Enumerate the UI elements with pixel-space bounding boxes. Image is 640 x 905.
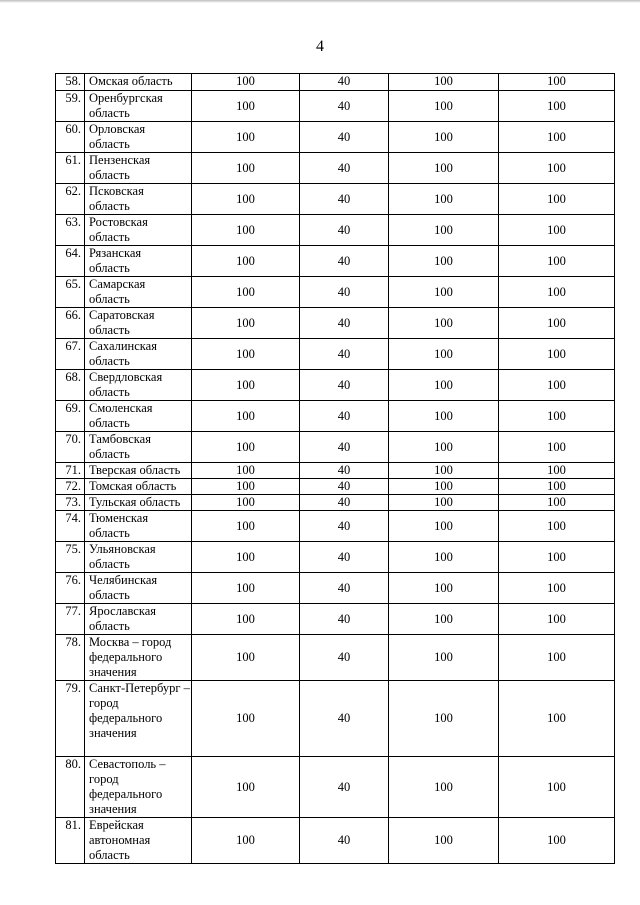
row-number: 70. xyxy=(56,432,85,463)
value-cell-3: 100 xyxy=(389,573,499,604)
region-name-text: Смоленская область xyxy=(89,401,153,430)
row-number: 73. xyxy=(56,495,85,511)
value-cell-2: 40 xyxy=(300,401,389,432)
region-name-text: Псковская область xyxy=(89,184,144,213)
region-name xyxy=(85,818,192,864)
region-name xyxy=(85,91,192,122)
value-cell-1: 100 xyxy=(192,74,300,91)
region-name-text: Ульяновская область xyxy=(89,542,156,571)
value-cell-3: 100 xyxy=(389,401,499,432)
value-cell-2: 40 xyxy=(300,215,389,246)
region-name xyxy=(85,339,192,370)
region-name xyxy=(85,573,192,604)
table-row xyxy=(56,495,615,511)
region-name xyxy=(85,542,192,573)
value-cell-2: 40 xyxy=(300,573,389,604)
value-cell-1: 100 xyxy=(192,635,300,681)
value-cell-3: 100 xyxy=(389,479,499,495)
value-cell-1: 100 xyxy=(192,91,300,122)
value-cell-4: 100 xyxy=(499,573,615,604)
value-cell-4: 100 xyxy=(499,542,615,573)
region-name-text: Свердловская область xyxy=(89,370,163,399)
region-name xyxy=(85,74,192,91)
value-cell-1: 100 xyxy=(192,573,300,604)
value-cell-1: 100 xyxy=(192,757,300,818)
value-cell-3: 100 xyxy=(389,757,499,818)
value-cell-2: 40 xyxy=(300,91,389,122)
region-table-body xyxy=(56,74,615,864)
value-cell-4: 100 xyxy=(499,495,615,511)
row-number: 67. xyxy=(56,339,85,370)
value-cell-1: 100 xyxy=(192,681,300,757)
value-cell-4: 100 xyxy=(499,215,615,246)
value-cell-2: 40 xyxy=(300,246,389,277)
value-cell-1: 100 xyxy=(192,511,300,542)
value-cell-3: 100 xyxy=(389,635,499,681)
value-cell-2: 40 xyxy=(300,463,389,479)
row-number: 81. xyxy=(56,818,85,864)
value-cell-4: 100 xyxy=(499,370,615,401)
region-name-text: Санкт-Петербург – город федерального значения xyxy=(89,681,190,740)
region-name xyxy=(85,511,192,542)
table-row xyxy=(56,122,615,153)
region-name-text: Саратовская область xyxy=(89,308,155,337)
row-number: 65. xyxy=(56,277,85,308)
region-name xyxy=(85,153,192,184)
row-number: 76. xyxy=(56,573,85,604)
table-row xyxy=(56,818,615,864)
row-number: 66. xyxy=(56,308,85,339)
value-cell-3: 100 xyxy=(389,153,499,184)
table-row xyxy=(56,604,615,635)
value-cell-4: 100 xyxy=(499,479,615,495)
region-name-text: Самарская область xyxy=(89,277,146,306)
row-number: 77. xyxy=(56,604,85,635)
region-name-text: Тульская область xyxy=(89,495,181,509)
row-number: 68. xyxy=(56,370,85,401)
value-cell-2: 40 xyxy=(300,308,389,339)
value-cell-3: 100 xyxy=(389,463,499,479)
table-row xyxy=(56,246,615,277)
row-number: 80. xyxy=(56,757,85,818)
value-cell-3: 100 xyxy=(389,308,499,339)
region-name-text: Москва – город федерального значения xyxy=(89,635,172,679)
value-cell-2: 40 xyxy=(300,432,389,463)
region-table xyxy=(55,73,615,864)
value-cell-1: 100 xyxy=(192,463,300,479)
table-row xyxy=(56,370,615,401)
value-cell-2: 40 xyxy=(300,370,389,401)
row-number: 74. xyxy=(56,511,85,542)
table-row xyxy=(56,757,615,818)
value-cell-4: 100 xyxy=(499,463,615,479)
value-cell-2: 40 xyxy=(300,757,389,818)
table-row xyxy=(56,339,615,370)
value-cell-2: 40 xyxy=(300,184,389,215)
value-cell-2: 40 xyxy=(300,495,389,511)
region-name-text: Тюменская область xyxy=(89,511,149,540)
table-row xyxy=(56,74,615,91)
value-cell-3: 100 xyxy=(389,681,499,757)
value-cell-2: 40 xyxy=(300,122,389,153)
value-cell-1: 100 xyxy=(192,277,300,308)
region-name xyxy=(85,215,192,246)
row-number: 63. xyxy=(56,215,85,246)
region-name-text: Томская область xyxy=(89,479,177,493)
value-cell-4: 100 xyxy=(499,74,615,91)
table-row xyxy=(56,432,615,463)
row-number: 69. xyxy=(56,401,85,432)
value-cell-3: 100 xyxy=(389,184,499,215)
value-cell-3: 100 xyxy=(389,370,499,401)
value-cell-3: 100 xyxy=(389,122,499,153)
value-cell-4: 100 xyxy=(499,122,615,153)
region-name xyxy=(85,463,192,479)
value-cell-2: 40 xyxy=(300,479,389,495)
value-cell-1: 100 xyxy=(192,370,300,401)
value-cell-2: 40 xyxy=(300,542,389,573)
value-cell-1: 100 xyxy=(192,308,300,339)
row-number: 64. xyxy=(56,246,85,277)
region-name-text: Тверская область xyxy=(89,463,181,477)
value-cell-3: 100 xyxy=(389,511,499,542)
value-cell-1: 100 xyxy=(192,479,300,495)
table-row xyxy=(56,184,615,215)
value-cell-1: 100 xyxy=(192,122,300,153)
value-cell-1: 100 xyxy=(192,604,300,635)
region-name-text: Ярославская область xyxy=(89,604,157,633)
value-cell-1: 100 xyxy=(192,401,300,432)
region-name xyxy=(85,277,192,308)
region-name-text: Ростовская область xyxy=(89,215,148,244)
value-cell-4: 100 xyxy=(499,308,615,339)
value-cell-2: 40 xyxy=(300,277,389,308)
region-name xyxy=(85,757,192,818)
region-name xyxy=(85,401,192,432)
table-row xyxy=(56,91,615,122)
value-cell-4: 100 xyxy=(499,153,615,184)
value-cell-4: 100 xyxy=(499,432,615,463)
value-cell-2: 40 xyxy=(300,635,389,681)
row-number: 71. xyxy=(56,463,85,479)
value-cell-3: 100 xyxy=(389,215,499,246)
value-cell-1: 100 xyxy=(192,215,300,246)
table-row xyxy=(56,308,615,339)
value-cell-4: 100 xyxy=(499,511,615,542)
value-cell-2: 40 xyxy=(300,153,389,184)
value-cell-3: 100 xyxy=(389,604,499,635)
table-row xyxy=(56,215,615,246)
row-number: 61. xyxy=(56,153,85,184)
value-cell-4: 100 xyxy=(499,246,615,277)
page-top-edge xyxy=(0,0,640,3)
value-cell-3: 100 xyxy=(389,495,499,511)
table-row xyxy=(56,479,615,495)
region-name xyxy=(85,122,192,153)
value-cell-3: 100 xyxy=(389,542,499,573)
value-cell-2: 40 xyxy=(300,339,389,370)
value-cell-4: 100 xyxy=(499,635,615,681)
region-name-text: Тамбовская область xyxy=(89,432,151,461)
table-row xyxy=(56,153,615,184)
value-cell-3: 100 xyxy=(389,246,499,277)
table-row xyxy=(56,401,615,432)
region-name-text: Пензенская область xyxy=(89,153,151,182)
value-cell-3: 100 xyxy=(389,277,499,308)
value-cell-3: 100 xyxy=(389,74,499,91)
row-number: 78. xyxy=(56,635,85,681)
region-name-text: Еврейская автономная область xyxy=(89,818,151,862)
value-cell-1: 100 xyxy=(192,818,300,864)
region-name xyxy=(85,604,192,635)
region-name xyxy=(85,635,192,681)
row-number: 62. xyxy=(56,184,85,215)
table-row xyxy=(56,573,615,604)
value-cell-4: 100 xyxy=(499,818,615,864)
value-cell-4: 100 xyxy=(499,681,615,757)
region-name-text: Челябинская область xyxy=(89,573,158,602)
table-row xyxy=(56,542,615,573)
value-cell-3: 100 xyxy=(389,432,499,463)
region-name xyxy=(85,246,192,277)
row-number: 60. xyxy=(56,122,85,153)
table-row xyxy=(56,277,615,308)
region-name xyxy=(85,495,192,511)
value-cell-4: 100 xyxy=(499,604,615,635)
row-number: 59. xyxy=(56,91,85,122)
table-row xyxy=(56,681,615,757)
value-cell-4: 100 xyxy=(499,277,615,308)
region-name-text: Рязанская область xyxy=(89,246,142,275)
value-cell-1: 100 xyxy=(192,495,300,511)
value-cell-4: 100 xyxy=(499,757,615,818)
value-cell-2: 40 xyxy=(300,511,389,542)
row-number: 79. xyxy=(56,681,85,757)
value-cell-1: 100 xyxy=(192,246,300,277)
region-name-text: Оренбургская область xyxy=(89,91,163,120)
region-name xyxy=(85,681,192,757)
value-cell-3: 100 xyxy=(389,91,499,122)
table-row xyxy=(56,511,615,542)
region-name-text: Омская область xyxy=(89,74,173,88)
row-number: 75. xyxy=(56,542,85,573)
region-name xyxy=(85,479,192,495)
page-number: 4 xyxy=(316,38,324,55)
value-cell-4: 100 xyxy=(499,401,615,432)
row-number: 58. xyxy=(56,74,85,91)
region-name-text: Сахалинская область xyxy=(89,339,157,368)
value-cell-3: 100 xyxy=(389,818,499,864)
value-cell-1: 100 xyxy=(192,153,300,184)
table-row xyxy=(56,635,615,681)
value-cell-4: 100 xyxy=(499,184,615,215)
region-name xyxy=(85,370,192,401)
region-name xyxy=(85,432,192,463)
value-cell-2: 40 xyxy=(300,818,389,864)
value-cell-4: 100 xyxy=(499,339,615,370)
value-cell-1: 100 xyxy=(192,542,300,573)
value-cell-1: 100 xyxy=(192,339,300,370)
region-name-text: Севастополь – город федерального значения xyxy=(89,757,166,816)
table-row xyxy=(56,463,615,479)
region-name xyxy=(85,308,192,339)
value-cell-1: 100 xyxy=(192,432,300,463)
region-name xyxy=(85,184,192,215)
row-number: 72. xyxy=(56,479,85,495)
value-cell-2: 40 xyxy=(300,604,389,635)
region-name-text: Орловская область xyxy=(89,122,146,151)
value-cell-3: 100 xyxy=(389,339,499,370)
value-cell-2: 40 xyxy=(300,74,389,91)
value-cell-2: 40 xyxy=(300,681,389,757)
value-cell-1: 100 xyxy=(192,184,300,215)
value-cell-4: 100 xyxy=(499,91,615,122)
